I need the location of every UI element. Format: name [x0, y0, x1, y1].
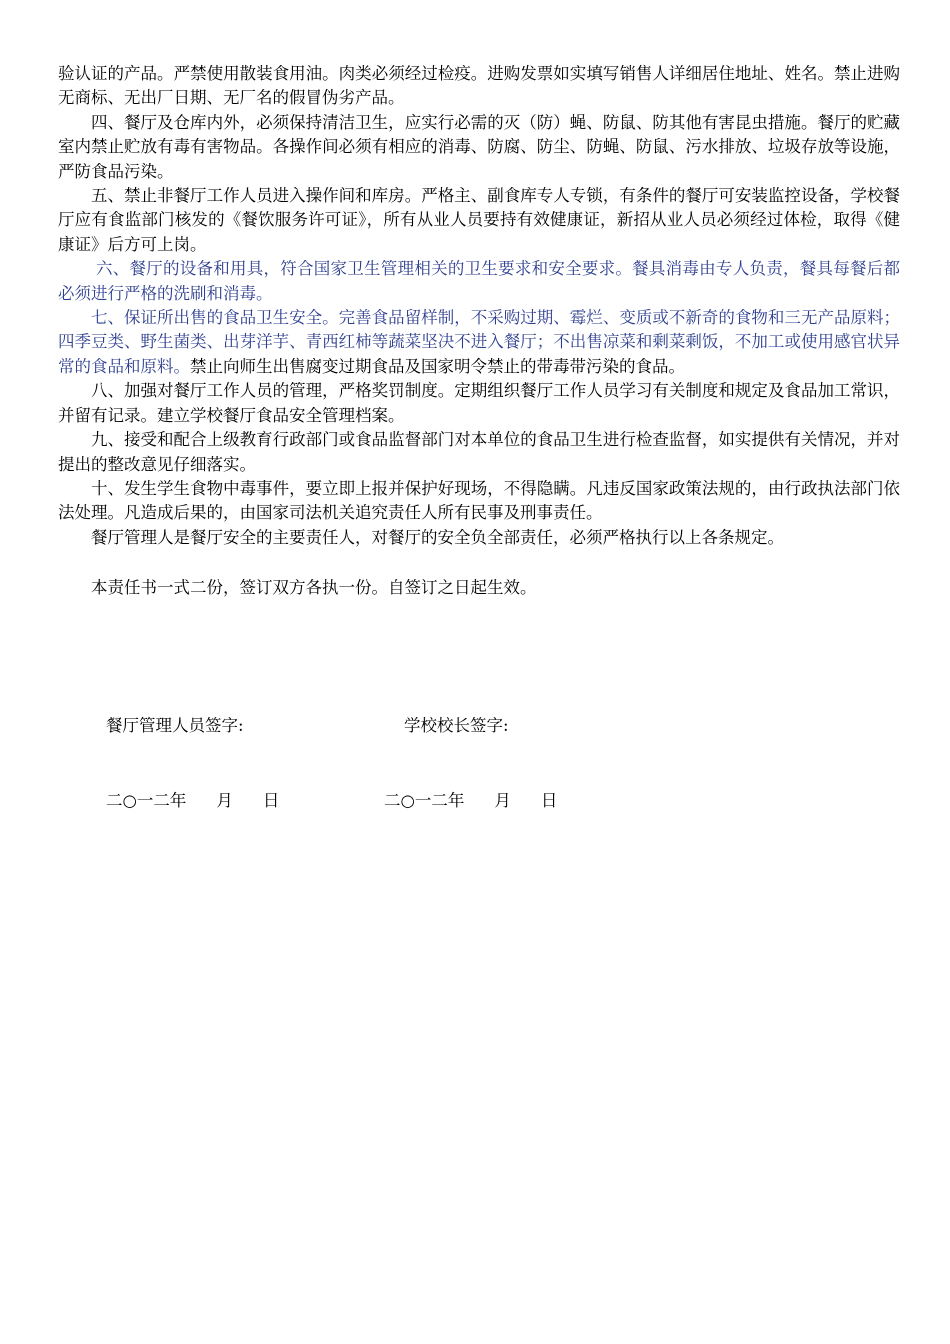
paragraph-item-8: 八、加强对餐厅工作人员的管理，严格奖罚制度。定期组织餐厅工作人员学习有关制度和规定及食品加工常识，并留有记录。建立学校餐厅食品安全管理档案。	[58, 381, 900, 425]
manager-date-day: 日	[262, 791, 280, 810]
paragraph-item-7	[58, 306, 900, 379]
paragraph-item-7-rest: 禁止向师生出售腐变过期食品及国家明令禁止的带毒带污染的食品。	[190, 356, 685, 376]
principal-date-day: 日	[540, 791, 558, 810]
paragraph-item-9: 九、接受和配合上级教育行政部门或食品监督部门对本单位的食品卫生进行检查监督，如实提供有关情况，并对提出的整改意见仔细落实。	[58, 430, 900, 474]
paragraph-item-5: 五、禁止非餐厅工作人员进入操作间和库房。严格主、副食库专人专锁，有条件的餐厅可安装监控设备，学校餐厅应有食监部门核发的《餐饮服务许可证》，所有从业人员要持有效健康证，新招从业人员必须经过体检，取得《健康证》后方可上岗。	[58, 186, 900, 254]
principal-date	[384, 787, 557, 811]
principal-date-month: 月	[494, 791, 511, 810]
paragraph-item-6: 六、餐厅的设备和用具，符合国家卫生管理相关的卫生要求和安全要求。餐具消毒由专人负责，餐具每餐后都必须进行严格的洗刷和消毒。	[58, 259, 900, 303]
paragraph-item-4: 四、餐厅及仓库内外，必须保持清洁卫生，应实行必需的灭（防）蝇、防鼠、防其他有害昆虫措施。餐厅的贮藏室内禁止贮放有毒有害物品。各操作间必须有相应的消毒、防腐、防尘、防蝇、防鼠、污水排放、垃圾存放等设施，严防食品污染。	[58, 112, 900, 181]
manager-date-year: 二○一二年	[106, 791, 187, 810]
principal-date-year: 二○一二年	[384, 791, 465, 810]
paragraph-copies: 本责任书一式二份，签订双方各执一份。自签订之日起生效。	[91, 578, 537, 598]
principal-signature-label: 学校校长签字:	[404, 716, 509, 735]
manager-date	[106, 787, 279, 811]
paragraph-item-7-highlight: 七、保证所出售的食品卫生安全。完善食品留样制，不采购过期、霉烂、变质或不新奇的食物和三无产品原料；四季豆类、野生菌类、出芽洋芋、青西红柿等蔬菜坚决不进入餐厅；不出售凉菜和剩菜剩饭，不加工或使用感官状异常的食品和原料。	[58, 308, 900, 376]
manager-date-month: 月	[216, 791, 233, 810]
paragraph-continued: 验认证的产品。严禁使用散装食用油。肉类必须经过检疫。进购发票如实填写销售人详细居住地址、姓名。禁止进购无商标、无出厂日期、无厂名的假冒伪劣产品。	[58, 64, 900, 108]
document-body	[58, 62, 900, 601]
manager-signature-label: 餐厅管理人员签字:	[106, 716, 244, 735]
spacer	[58, 550, 900, 576]
paragraph-item-10: 十、发生学生食物中毒事件，要立即上报并保护好现场，不得隐瞒。凡违反国家政策法规的，由行政执法部门依法处理。凡造成后果的，由国家司法机关追究责任人所有民事及刑事责任。	[58, 478, 900, 523]
paragraph-manager-responsibility: 餐厅管理人是餐厅安全的主要责任人，对餐厅的安全负全部责任，必须严格执行以上各条规定。	[91, 527, 784, 547]
